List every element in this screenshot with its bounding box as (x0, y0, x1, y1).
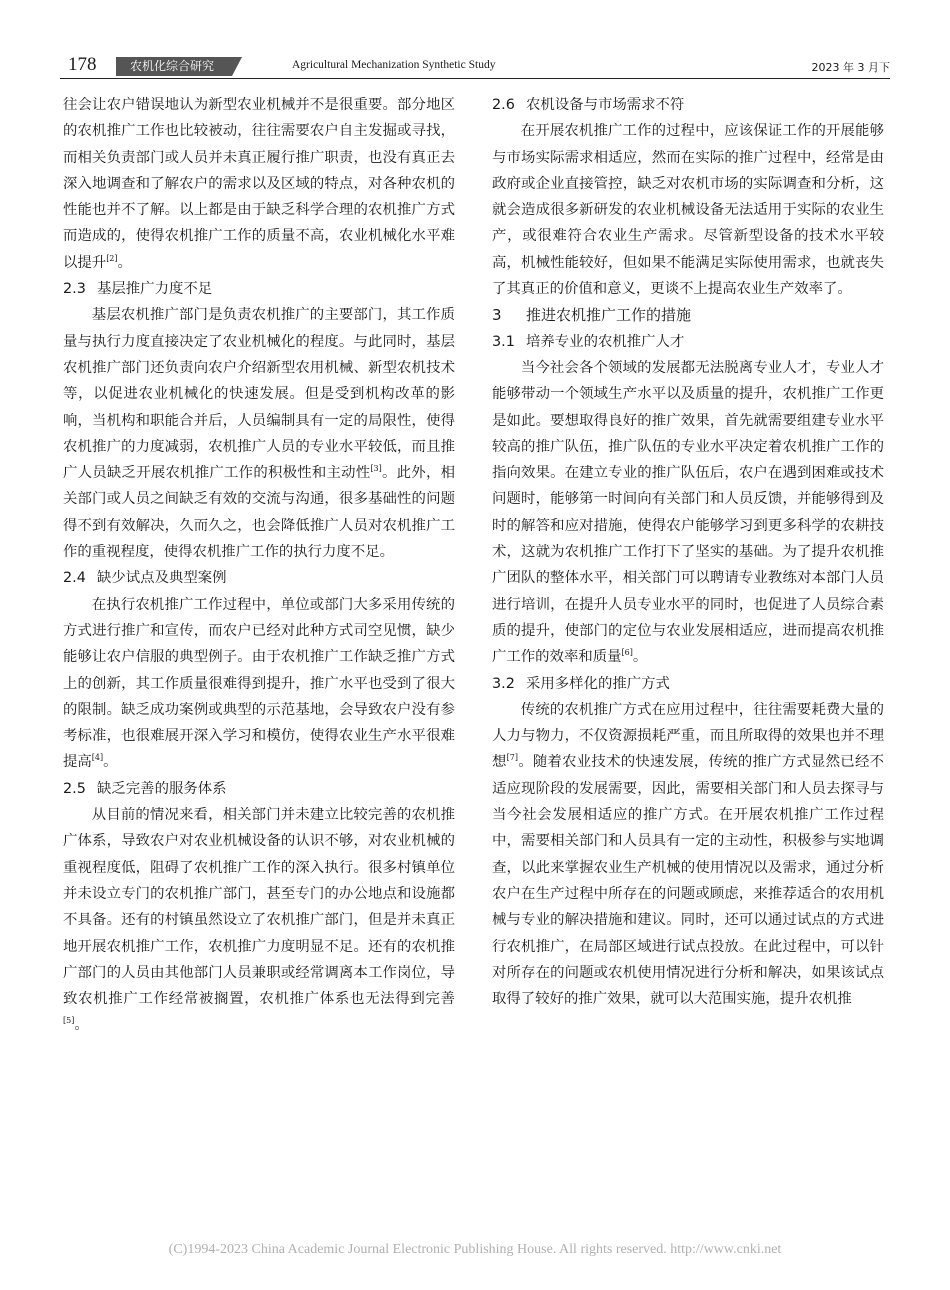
page-header (60, 54, 890, 79)
section-heading-3-1: 3.1 培养专业的农机推广人才 (492, 333, 685, 350)
section-heading-3: 3 推进农机推广工作的措施 (492, 306, 692, 325)
copyright-footer: (C)1994-2023 China Academic Journal Electronic Publishing House. All rights reserved. http://www.cnki.net (168, 1242, 782, 1257)
paragraph: 在执行农机推广工作过程中，单位或部门大多采用传统的方式进行推广和宣传，而农户已经对此种方式司空见惯，缺少能够让农户信服的典型例子。由于农机推广工作缺乏推广方式上的创新，其工作质量很难得到提升，推广水平也受到了很大的限制。缺乏成功案例或典型的示范基地，会导致农户没有参考标准，也很难展开深入学习和模仿，使得农业生产水平很难提高[4]。 (63, 596, 455, 771)
issue-date: 2023 年 3 月下 (811, 61, 890, 74)
section-heading-2-6: 2.6 农机设备与市场需求不符 (492, 97, 685, 113)
left-column (63, 92, 455, 1039)
citation[interactable]: [5] (63, 1016, 75, 1026)
journal-name-en: Agricultural Mechanization Synthetic Study (292, 59, 496, 71)
journal-name-cn: 农机化综合研究 (116, 57, 232, 76)
citation[interactable]: [7] (506, 753, 518, 763)
right-column (492, 92, 884, 1012)
section-heading-3-2: 3.2 采用多样化的推广方式 (492, 675, 670, 692)
paragraph: 基层农机推广部门是负责农机推广的主要部门，其工作质量与执行力度直接决定了农业机械化的程度。与此同时，基层农机推广部门还负责向农户介绍新型农用机械、新型农机技术等，以促进农业机械化的快速发展。但是受到机构改革的影响，当机构和职能合并后，人员编制具有一定的局限性，使得农机推广的力度减弱，农机推广人员的专业水平较低，而且推广人员缺乏开展农机推广工作的积极性和主动性[3]。此外，相关部门或人员之间缺乏有效的交流与沟通，很多基础性的问题得不到有效解决，久而久之，也会降低推广人员对农机推广工作的重视程度，使得农机推广工作的执行力度不足。 (63, 307, 455, 561)
paragraph: 传统的农机推广方式在应用过程中，往往需要耗费大量的人力与物力，不仅资源损耗严重，而且所取得的效果也并不理想[7]。随着农业技术的快速发展，传统的推广方式显然已经不适应现阶段的发展需要，因此，需要相关部门和人员去探寻与当今社会发展相适应的推广方式。在开展农机推广工作过程中，需要相关部门和人员具有一定的主动性，积极参与实地调查，以此来掌握农业生产机械的使用情况以及需求，通过分析农户在生产过程中所存在的问题或顾虑，来推荐适合的农用机械与专业的解决措施和建议。同时，还可以通过试点的方式进行农机推广，在局部区域进行试点投放。在此过程中，可以针对所存在的问题或农机使用情况进行分析和解决，如果该试点取得了较好的推广效果，就可以大范围实施，提升农机推 (492, 701, 884, 1008)
citation[interactable]: [2] (106, 253, 118, 263)
paragraph: 从目前的情况来看，相关部门并未建立比较完善的农机推广体系，导致农户对农业机械设备的认识不够，对农业机械的重视程度低，阻碍了农机推广工作的深入执行。很多村镇单位并未设立专门的农机推广部门，甚至专门的办公地点和设施都不具备。还有的村镇虽然设立了农机推广部门，但是并未真正地开展农机推广工作，农机推广力度明显不足。还有的农机推广部门的人员由其他部门人员兼职或经常调离本工作岗位，导致农机推广工作经常被搁置，农机推广体系也无法得到完善[5]。 (63, 807, 455, 1034)
citation[interactable]: [6] (621, 648, 633, 658)
paragraph: 往会让农户错误地认为新型农业机械并不是很重要。部分地区的农机推广工作也比较被动，往往需要农户自主发掘或寻找，而相关负责部门或人员并未真正履行推广职责，也没有真正去深入地调查和了解农户的需求以及区域的特点，对各种农机的性能也并不了解。以上都是由于缺乏科学合理的农机推广方式而造成的，使得农机推广工作的质量不高，农业机械化水平难以提升[2]。 (63, 97, 455, 271)
citation[interactable]: [3] (370, 464, 382, 474)
section-heading-2-5: 2.5 缺乏完善的服务体系 (63, 780, 227, 797)
page-number: 178 (68, 54, 97, 75)
section-heading-2-4: 2.4 缺少试点及典型案例 (63, 570, 227, 587)
section-heading-2-3: 2.3 基层推广力度不足 (63, 281, 213, 298)
citation[interactable]: [4] (91, 753, 104, 763)
paragraph: 当今社会各个领域的发展都无法脱离专业人才，专业人才能够带动一个领域生产水平以及质量的提升，农机推广工作更是如此。要想取得良好的推广效果，首先就需要组建专业水平较高的推广队伍，推广队伍的专业水平决定着农机推广工作的指向效果。在建立专业的推广队伍后，农户在遇到困难或技术问题时，能够第一时间向有关部门和人员反馈，并能够得到及时的解答和应对措施，使得农户能够学习到更多科学的农耕技术，这就为农机推广工作打下了坚实的基础。为了提升农机推广团队的整体水平，相关部门可以聘请专业教练对本部门人员进行培训，在提升人员专业水平的同时，也促进了人员综合素质的提升，使部门的定位与农业发展相适应，进而提高农机推广工作的效率和质量[6]。 (492, 359, 884, 666)
paragraph: 在开展农机推广工作的过程中，应该保证工作的开展能够与市场实际需求相适应，然而在实际的推广过程中，经常是由政府或企业直接管控，缺乏对农机市场的实际调查和分析，这就会造成很多新研发的农业机械设备无法适用于实际的农业生产，或很难符合农业生产需求。尽管新型设备的技术水平较高，机械性能较好，但如果不能满足实际使用需求，也就丧失了其真正的价值和意义，更谈不上提高农业生产效率了。 (492, 123, 884, 298)
